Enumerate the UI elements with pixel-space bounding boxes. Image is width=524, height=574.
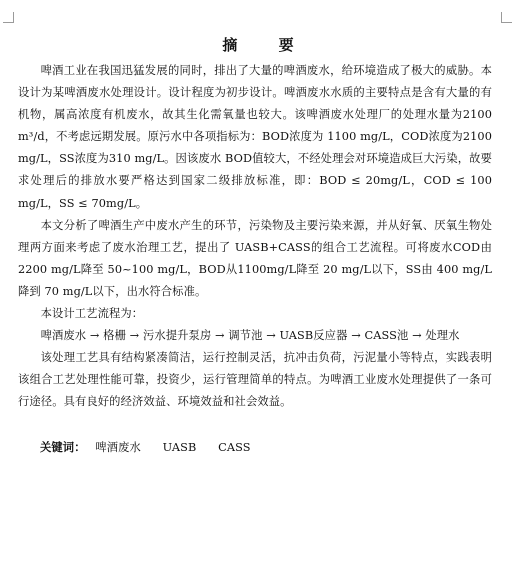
paragraph-flow-heading: 本设计工艺流程为： [40,307,144,321]
flow-step: 调节池 [228,329,263,343]
arrow-right-icon: → [215,329,225,343]
keywords-label: 关键词： [40,439,86,454]
keyword: 啤酒废水 [95,440,141,454]
keyword: UASB [162,440,197,454]
paragraph-analysis: 本文分析了啤酒生产中废水产生的环节，污染物及主要污染来源，并从好氧、厌氧生物处理两方面来考虑了废水治理工艺，提出了 UASB+CASS的组合工艺流程。可将废水COD由 2200 mg/L降至 50~100 mg/L，BOD从1100mg/L降至 20 mg/L以下，SS由 400 mg/L降到 70 mg/L以下，出水符合标准。 [18,218,492,298]
process-flow [18,325,492,347]
document-page [18,34,492,459]
flow-step: CASS池 [364,329,409,343]
keywords-line [18,436,492,459]
arrow-right-icon: → [89,329,100,343]
arrow-right-icon: → [266,329,276,343]
flow-step: 污水提升泵房 [142,329,212,343]
flow-step: UASB反应器 [279,329,348,343]
arrow-right-icon: → [351,329,361,343]
page-corner-mark-left [3,12,14,23]
paragraph-conclusion: 该处理工艺具有结构紧凑简洁，运行控制灵活，抗冲击负荷，污泥量小等特点，实践表明该组合工艺处理性能可靠，投资少，运行管理简单的特点。为啤酒工业废水处理提供了一条可行途径。具有良好的经济效益、环境效益和社会效益。 [18,351,492,409]
flow-step: 格栅 [103,329,126,343]
abstract-title: 摘 要 [222,36,312,54]
paragraph-intro: 啤酒工业在我国迅猛发展的同时，排出了大量的啤酒废水，给环境造成了极大的威胁。本设计为某啤酒废水处理设计。设计程度为初步设计。啤酒废水水质的主要特点是含有大量的有机物，属高浓度有机废水，故其生化需氧量也较大。该啤酒废水处理厂的处理水量为2100 m³/d，不考虑远期发展。原污水中各项指标为：BOD浓度为 1100 mg/L，COD浓度为2100 mg/L，SS浓度为310 mg/L。因该废水 BOD值较大，不经处理会对环境造成巨大污染，故要求处理后的排放水要严格达到国家二级排放标准，即：BOD ≤ 20mg/L，COD ≤ 100 mg/L，SS ≤ 70mg/L。 [18,64,492,210]
flow-step: 处理水 [425,329,460,343]
arrow-right-icon: → [129,329,140,343]
page-corner-mark-right [501,12,512,23]
keyword: CASS [218,440,251,454]
flow-step: 啤酒废水 [40,329,87,343]
arrow-right-icon: → [412,329,422,343]
